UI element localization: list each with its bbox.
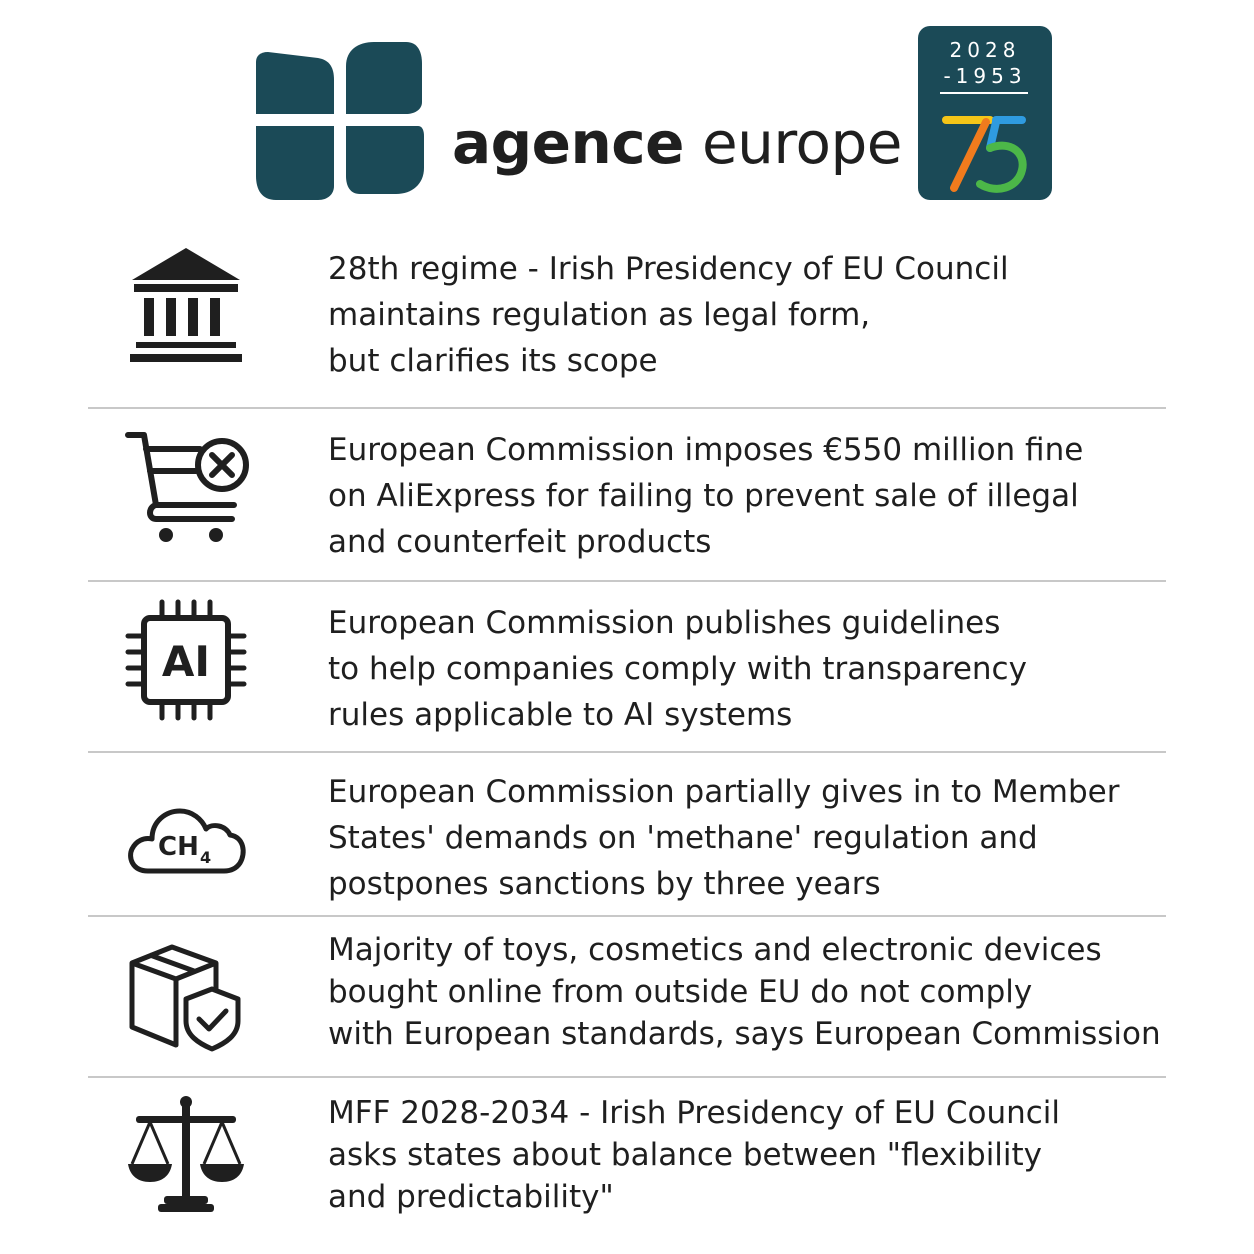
headline-line: MFF 2028-2034 - Irish Presidency of EU Council: [328, 1095, 1061, 1131]
news-item[interactable]: [88, 753, 1166, 917]
headline-line: States' demands on 'methane' regulation and: [328, 820, 1038, 856]
government-building-icon: [122, 240, 250, 368]
methane-subscript: 4: [200, 848, 212, 867]
headline-line: Majority of toys, cosmetics and electronic devices: [328, 932, 1102, 968]
headline: [328, 769, 1120, 907]
headline-line: European Commission imposes €550 million fine: [328, 432, 1084, 468]
headline-line: on AliExpress for failing to prevent sale of illegal: [328, 478, 1079, 514]
headline-line: and predictability": [328, 1179, 614, 1215]
headline-line: maintains regulation as legal form,: [328, 297, 871, 333]
news-list: [88, 232, 1166, 1228]
ai-chip-icon: [122, 596, 250, 724]
headline-line: and counterfeit products: [328, 524, 712, 560]
news-item[interactable]: [88, 582, 1166, 753]
headline-line: but clarifies its scope: [328, 343, 658, 379]
news-item[interactable]: [88, 409, 1166, 582]
headline: [328, 600, 1088, 738]
header: [0, 0, 1254, 215]
headline-line: to help companies comply with transparency: [328, 651, 1027, 687]
agence-europe-logo-icon: [246, 40, 426, 202]
headline-line: with European standards, says European Commission: [328, 1016, 1161, 1052]
anniversary-75-icon: [940, 106, 1030, 196]
news-item[interactable]: [88, 232, 1166, 409]
anniversary-badge: [918, 26, 1052, 200]
anniversary-year-top: 2028: [949, 38, 1021, 62]
headline-line: rules applicable to AI systems: [328, 697, 793, 733]
shopping-cart-cancel-icon: [122, 425, 250, 553]
news-item[interactable]: [88, 1078, 1166, 1228]
methane-formula: CH: [158, 832, 199, 862]
brand-name-bold: agence: [452, 109, 685, 177]
headline-line: European Commission publishes guidelines: [328, 605, 1001, 641]
headline-line: asks states about balance between "flexibility: [328, 1137, 1043, 1173]
headline: [328, 427, 1088, 565]
package-shield-check-icon: [122, 933, 250, 1061]
headline-line: postpones sanctions by three years: [328, 866, 881, 902]
anniversary-year-bottom: -1953: [943, 64, 1027, 88]
brand-name: [452, 108, 902, 178]
headline-line: 28th regime - Irish Presidency of EU Council: [328, 251, 1009, 287]
headline: [328, 1092, 1088, 1218]
balance-scale-icon: [122, 1090, 250, 1218]
anniversary-divider: [940, 92, 1028, 94]
brand-name-light: europe: [701, 109, 902, 177]
news-item[interactable]: [88, 917, 1166, 1078]
headline: [328, 246, 1088, 384]
methane-cloud-icon: [122, 771, 250, 899]
headline-line: European Commission partially gives in to Member: [328, 774, 1120, 810]
headline-line: bought online from outside EU do not comply: [328, 974, 1033, 1010]
headline: [328, 929, 1161, 1055]
ai-chip-label: AI: [161, 637, 211, 686]
